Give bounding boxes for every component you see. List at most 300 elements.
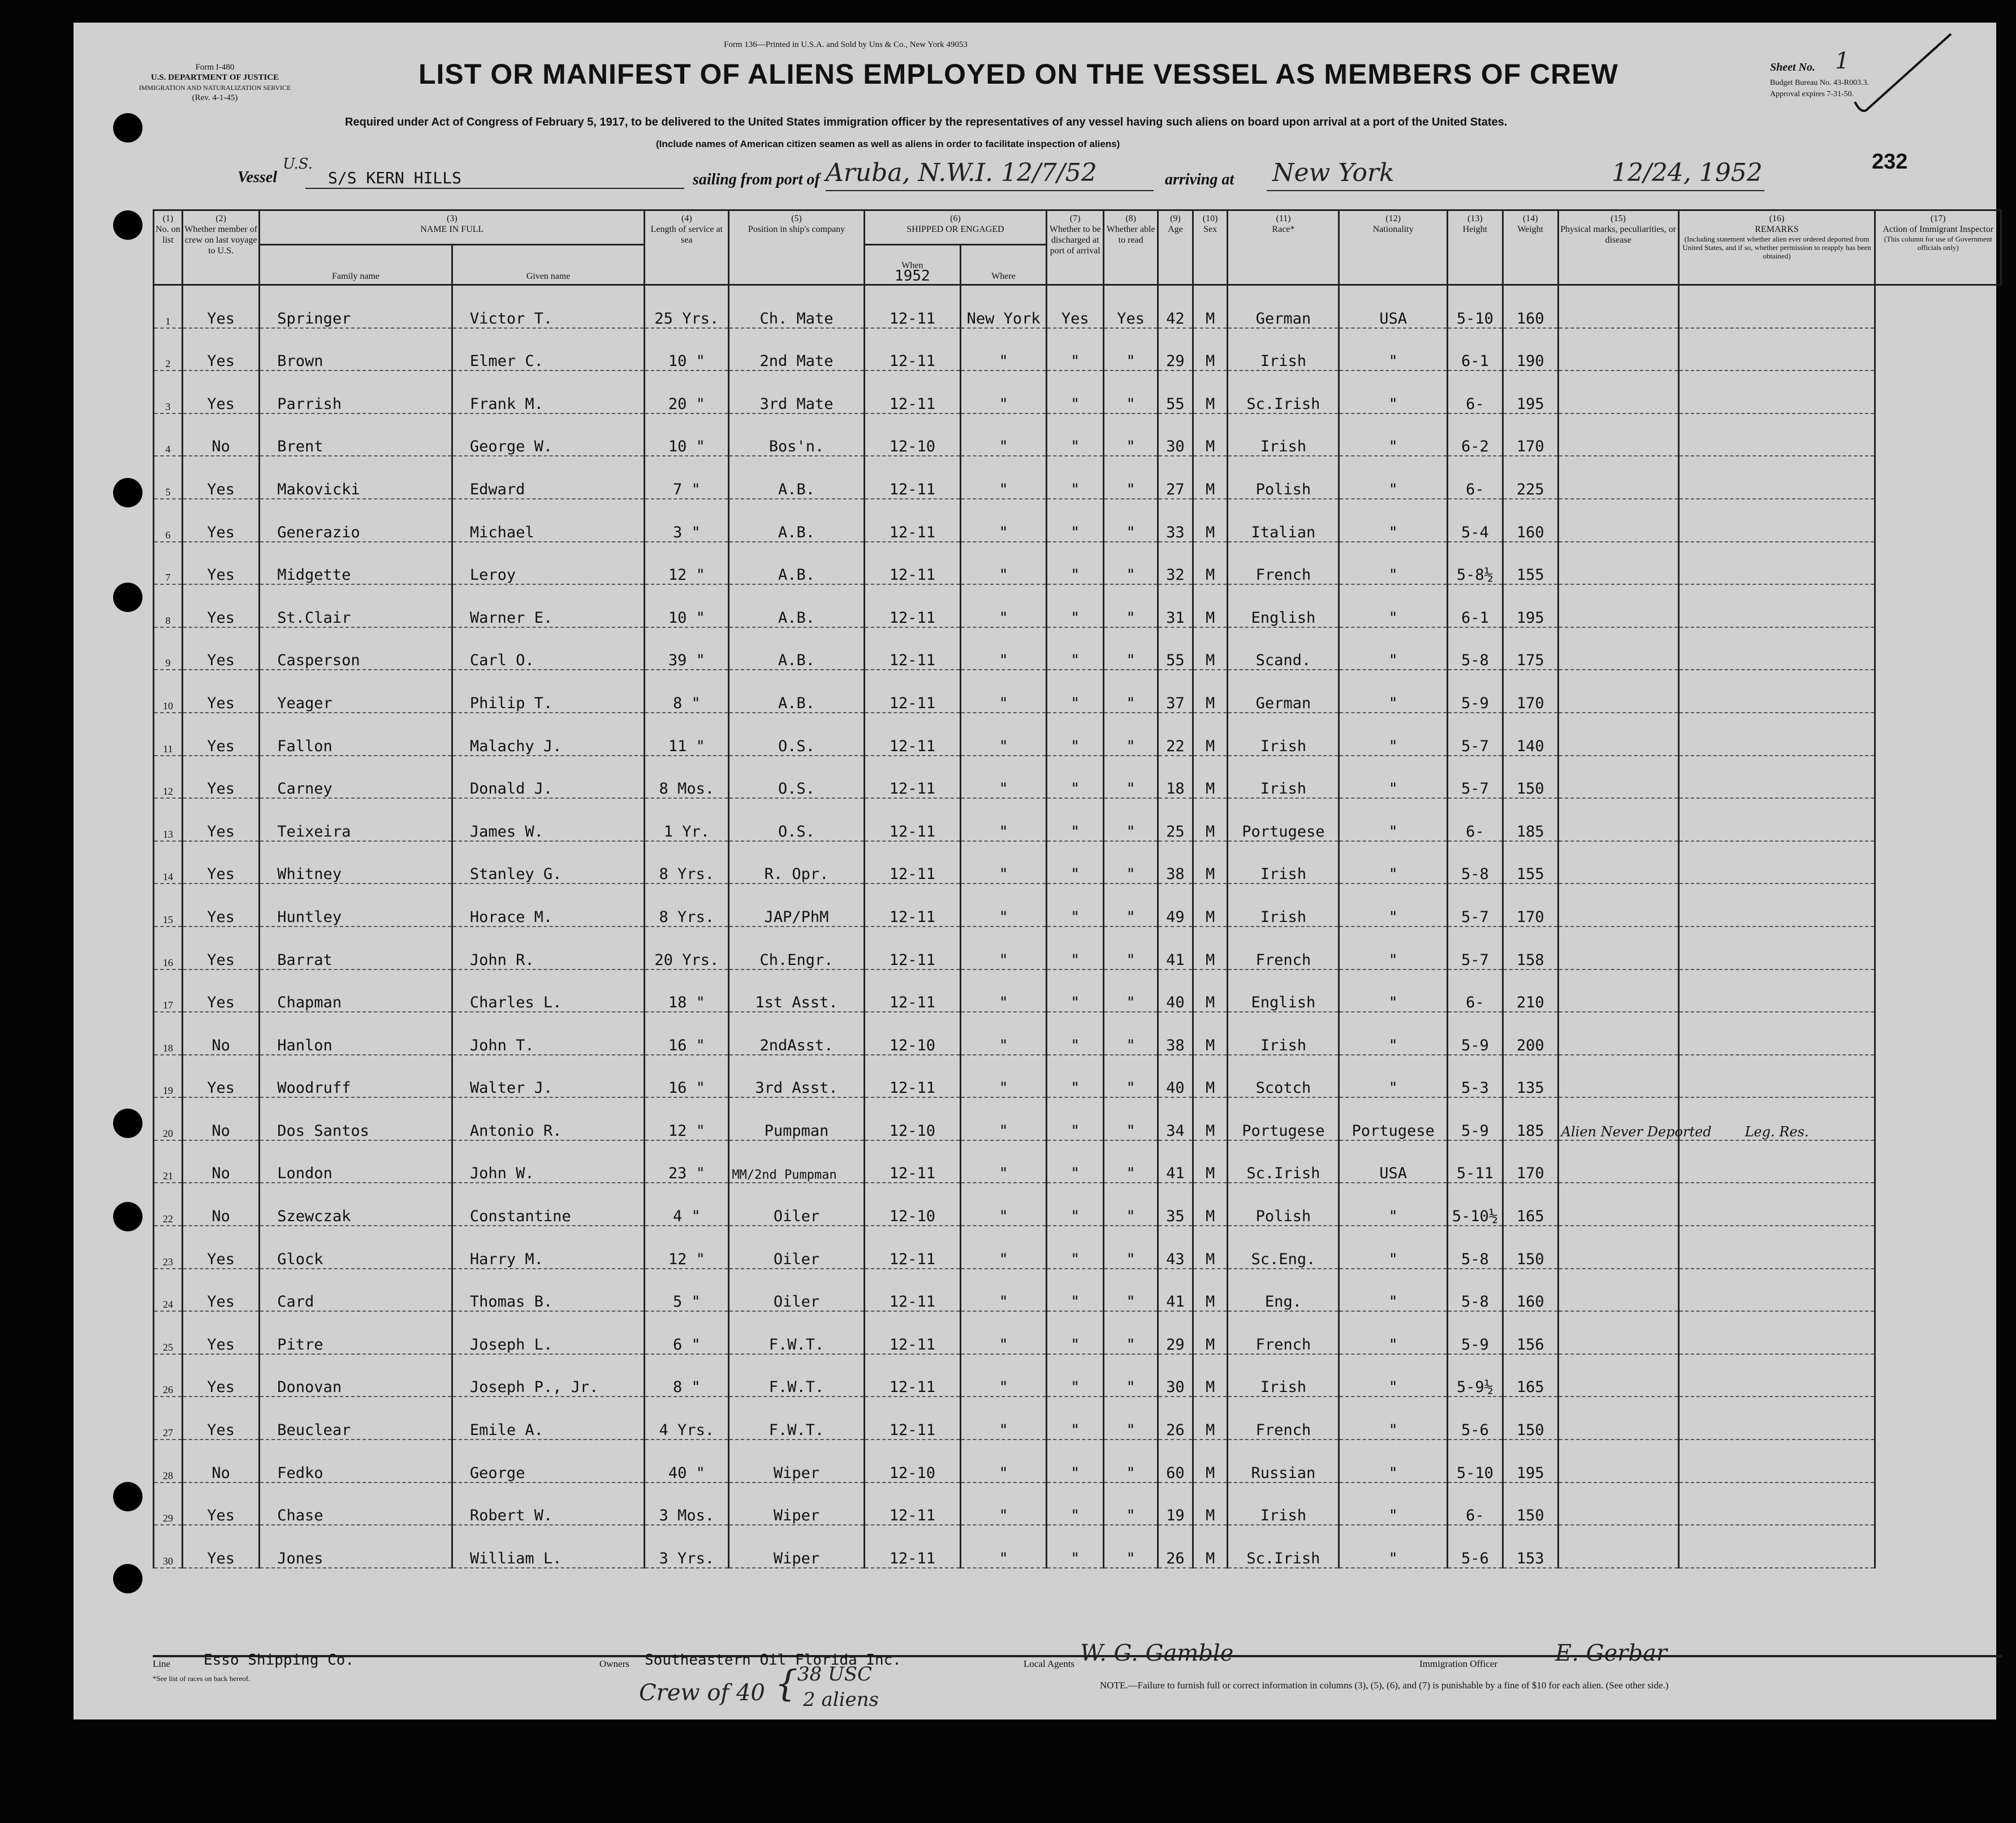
cell-when: 12-11 bbox=[864, 1140, 960, 1183]
cell-action bbox=[1678, 756, 1875, 799]
cell-action bbox=[1678, 798, 1875, 841]
cell-nationality: " bbox=[1339, 456, 1448, 499]
cell-given: George W. bbox=[452, 413, 645, 456]
cell-discharged: " bbox=[1047, 627, 1104, 670]
cell-given: Emile A. bbox=[452, 1397, 645, 1440]
line-label: Line bbox=[153, 1658, 171, 1669]
cell-read: " bbox=[1104, 798, 1158, 841]
cell-when: 12-10 bbox=[864, 1012, 960, 1055]
cell-action bbox=[1678, 1140, 1875, 1183]
cell-height: 6- bbox=[1447, 1482, 1503, 1525]
cell-where: " bbox=[961, 1097, 1047, 1140]
cell-last: No bbox=[183, 413, 260, 456]
cell-height: 6- bbox=[1447, 456, 1503, 499]
cell-nationality: Portugese bbox=[1339, 1097, 1448, 1140]
cell-action bbox=[1678, 328, 1875, 371]
cell-discharged: " bbox=[1047, 499, 1104, 542]
cell-discharged: " bbox=[1047, 1440, 1104, 1482]
cell-race: Italian bbox=[1228, 499, 1339, 542]
cell-discharged: " bbox=[1047, 1226, 1104, 1269]
cell-last: No bbox=[183, 1140, 260, 1183]
cell-discharged: " bbox=[1047, 1097, 1104, 1140]
cell-weight: 170 bbox=[1503, 1140, 1558, 1183]
cell-race: Irish bbox=[1228, 713, 1339, 756]
table-row bbox=[154, 884, 2001, 926]
cell-nationality: " bbox=[1339, 926, 1448, 969]
cell-service: 10 " bbox=[645, 413, 729, 456]
cell-last: Yes bbox=[183, 542, 260, 585]
cell-weight: 185 bbox=[1503, 1097, 1558, 1140]
form-block bbox=[130, 62, 300, 103]
table-row bbox=[154, 1012, 2001, 1055]
table-row bbox=[154, 670, 2001, 713]
cell-nationality: " bbox=[1339, 841, 1448, 884]
cell-nationality: " bbox=[1339, 370, 1448, 413]
cell-height: 5-6 bbox=[1447, 1397, 1503, 1440]
cell-sex: M bbox=[1193, 1482, 1228, 1525]
cell-remarks bbox=[1558, 328, 1678, 371]
table-row bbox=[154, 1140, 2001, 1183]
cell-when: 12-11 bbox=[864, 884, 960, 926]
table-row bbox=[154, 1226, 2001, 1269]
cell-position: 2ndAsst. bbox=[729, 1012, 864, 1055]
cell-age: 41 bbox=[1158, 926, 1193, 969]
cell-race: French bbox=[1228, 542, 1339, 585]
cell-where: " bbox=[961, 542, 1047, 585]
cell-last: Yes bbox=[183, 370, 260, 413]
cell-age: 32 bbox=[1158, 542, 1193, 585]
col-height-header: (13) Height bbox=[1447, 210, 1503, 285]
cell-nationality: " bbox=[1339, 1482, 1448, 1525]
cell-last: Yes bbox=[183, 884, 260, 926]
cell-height: 5-9 bbox=[1447, 670, 1503, 713]
cell-discharged: " bbox=[1047, 542, 1104, 585]
agents-label: Local Agents bbox=[1024, 1658, 1075, 1669]
cell-service: 12 " bbox=[645, 1097, 729, 1140]
cell-where: " bbox=[961, 370, 1047, 413]
cell-remarks bbox=[1558, 370, 1678, 413]
cell-discharged: " bbox=[1047, 328, 1104, 371]
sailing-port: Aruba, N.W.I. 12/7/52 bbox=[826, 158, 1097, 187]
cell-family: Casperson bbox=[260, 627, 452, 670]
cell-read: " bbox=[1104, 1226, 1158, 1269]
cell-age: 40 bbox=[1158, 969, 1193, 1012]
cell-discharged: " bbox=[1047, 1525, 1104, 1568]
cell-weight: 150 bbox=[1503, 756, 1558, 799]
crew-aliens: 2 aliens bbox=[803, 1688, 879, 1711]
cell-discharged: " bbox=[1047, 884, 1104, 926]
cell-action bbox=[1678, 370, 1875, 413]
cell-race: Irish bbox=[1228, 841, 1339, 884]
cell-sex: M bbox=[1193, 1140, 1228, 1183]
cell-race: Irish bbox=[1228, 756, 1339, 799]
cell-remarks bbox=[1558, 584, 1678, 627]
cell-action bbox=[1678, 969, 1875, 1012]
cell-race: Scotch bbox=[1228, 1055, 1339, 1098]
cell-height: 5-8 bbox=[1447, 1269, 1503, 1312]
crew-total: Crew of 40 bbox=[639, 1680, 765, 1706]
cell-where: " bbox=[961, 499, 1047, 542]
cell-when: 12-11 bbox=[864, 798, 960, 841]
cell-position: A.B. bbox=[729, 584, 864, 627]
cell-weight: 155 bbox=[1503, 542, 1558, 585]
cell-age: 18 bbox=[1158, 756, 1193, 799]
cell-position: O.S. bbox=[729, 798, 864, 841]
cell-given: John W. bbox=[452, 1140, 645, 1183]
cell-last: Yes bbox=[183, 456, 260, 499]
cell-sex: M bbox=[1193, 542, 1228, 585]
cell-read: " bbox=[1104, 1440, 1158, 1482]
col-given-name-header: Given name bbox=[452, 245, 645, 285]
cell-service: 5 " bbox=[645, 1269, 729, 1312]
cell-read: " bbox=[1104, 713, 1158, 756]
cell-last: Yes bbox=[183, 584, 260, 627]
cell-action bbox=[1678, 1525, 1875, 1568]
cell-service: 8 " bbox=[645, 670, 729, 713]
cell-service: 18 " bbox=[645, 969, 729, 1012]
cell-remarks bbox=[1558, 670, 1678, 713]
cell-given: Antonio R. bbox=[452, 1097, 645, 1140]
cell-action bbox=[1678, 1311, 1875, 1354]
cell-given: Thomas B. bbox=[452, 1269, 645, 1312]
cell-service: 8 Mos. bbox=[645, 756, 729, 799]
cell-race: Eng. bbox=[1228, 1269, 1339, 1312]
cell-sex: M bbox=[1193, 584, 1228, 627]
arriving-underline bbox=[1267, 190, 1764, 191]
cell-family: Huntley bbox=[260, 884, 452, 926]
cell-family: London bbox=[260, 1140, 452, 1183]
cell-family: Fedko bbox=[260, 1440, 452, 1482]
cell-remarks bbox=[1558, 1183, 1678, 1226]
cell-given: John T. bbox=[452, 1012, 645, 1055]
binder-hole bbox=[113, 113, 143, 143]
cell-service: 7 " bbox=[645, 456, 729, 499]
cell-given: Victor T. bbox=[452, 285, 645, 328]
cell-position: 1st Asst. bbox=[729, 969, 864, 1012]
cell-position: F.W.T. bbox=[729, 1354, 864, 1397]
cell-remarks bbox=[1558, 1482, 1678, 1525]
cell-read: " bbox=[1104, 1183, 1158, 1226]
table-row bbox=[154, 1311, 2001, 1354]
cell-position: Oiler bbox=[729, 1183, 864, 1226]
cell-age: 38 bbox=[1158, 1012, 1193, 1055]
cell-nationality: " bbox=[1339, 413, 1448, 456]
cell-service: 3 " bbox=[645, 499, 729, 542]
binder-hole bbox=[113, 1202, 143, 1231]
cell-where: " bbox=[961, 798, 1047, 841]
row-number: 22 bbox=[154, 1183, 183, 1226]
cell-height: 6-2 bbox=[1447, 413, 1503, 456]
cell-position: Ch.Engr. bbox=[729, 926, 864, 969]
cell-discharged: " bbox=[1047, 1269, 1104, 1312]
cell-family: Chapman bbox=[260, 969, 452, 1012]
service-name: IMMIGRATION AND NATURALIZATION SERVICE bbox=[139, 84, 291, 92]
cell-sex: M bbox=[1193, 328, 1228, 371]
cell-age: 55 bbox=[1158, 370, 1193, 413]
cell-action bbox=[1678, 1440, 1875, 1482]
cell-action bbox=[1678, 1055, 1875, 1098]
footer-rule bbox=[153, 1655, 2002, 1657]
cell-family: Fallon bbox=[260, 713, 452, 756]
manifest-page bbox=[74, 23, 1996, 1719]
cell-height: 5-10 bbox=[1447, 1440, 1503, 1482]
cell-race: Irish bbox=[1228, 1012, 1339, 1055]
cell-discharged: " bbox=[1047, 1354, 1104, 1397]
cell-service: 20 Yrs. bbox=[645, 926, 729, 969]
cell-when: 12-10 bbox=[864, 1097, 960, 1140]
cell-last: No bbox=[183, 1097, 260, 1140]
cell-weight: 210 bbox=[1503, 969, 1558, 1012]
cell-family: Jones bbox=[260, 1525, 452, 1568]
col-nationality-header: (12) Nationality bbox=[1339, 210, 1448, 285]
cell-last: Yes bbox=[183, 841, 260, 884]
cell-remarks bbox=[1558, 969, 1678, 1012]
cell-position: O.S. bbox=[729, 756, 864, 799]
cell-where: " bbox=[961, 1397, 1047, 1440]
cell-nationality: " bbox=[1339, 713, 1448, 756]
cell-given: Leroy bbox=[452, 542, 645, 585]
cell-last: Yes bbox=[183, 1226, 260, 1269]
table-row bbox=[154, 1055, 2001, 1098]
cell-where: " bbox=[961, 713, 1047, 756]
cell-position: O.S. bbox=[729, 713, 864, 756]
cell-where: " bbox=[961, 1311, 1047, 1354]
row-number: 28 bbox=[154, 1440, 183, 1482]
cell-nationality: " bbox=[1339, 1397, 1448, 1440]
row-number: 7 bbox=[154, 542, 183, 585]
cell-sex: M bbox=[1193, 1055, 1228, 1098]
cell-action bbox=[1678, 542, 1875, 585]
cell-family: Teixeira bbox=[260, 798, 452, 841]
cell-nationality: " bbox=[1339, 756, 1448, 799]
cell-height: 5-4 bbox=[1447, 499, 1503, 542]
cell-family: Generazio bbox=[260, 499, 452, 542]
cell-race: Portugese bbox=[1228, 1097, 1339, 1140]
row-number: 27 bbox=[154, 1397, 183, 1440]
cell-where: " bbox=[961, 1269, 1047, 1312]
cell-height: 6- bbox=[1447, 798, 1503, 841]
cell-sex: M bbox=[1193, 798, 1228, 841]
sheet-label: Sheet No. bbox=[1770, 61, 1815, 74]
cell-weight: 225 bbox=[1503, 456, 1558, 499]
cell-family: Yeager bbox=[260, 670, 452, 713]
cell-nationality: " bbox=[1339, 1012, 1448, 1055]
cell-age: 30 bbox=[1158, 413, 1193, 456]
cell-race: Irish bbox=[1228, 328, 1339, 371]
cell-position: Ch. Mate bbox=[729, 285, 864, 328]
cell-nationality: " bbox=[1339, 499, 1448, 542]
cell-age: 60 bbox=[1158, 1440, 1193, 1482]
cell-age: 31 bbox=[1158, 584, 1193, 627]
cell-sex: M bbox=[1193, 627, 1228, 670]
cell-when: 12-11 bbox=[864, 627, 960, 670]
cell-remarks: Alien Never Deported bbox=[1558, 1097, 1678, 1140]
cell-position: Wiper bbox=[729, 1525, 864, 1568]
cell-position: A.B. bbox=[729, 542, 864, 585]
owners-label: Owners bbox=[599, 1658, 629, 1669]
penalty-note: NOTE.—Failure to furnish full or correct information in columns (3), (5), (6), and (7) is punishable by a fine of $10 for each alien. (See other side.) bbox=[1100, 1680, 1669, 1691]
cell-weight: 155 bbox=[1503, 841, 1558, 884]
cell-sex: M bbox=[1193, 1525, 1228, 1568]
cell-nationality: " bbox=[1339, 1440, 1448, 1482]
cell-last: Yes bbox=[183, 713, 260, 756]
cell-when: 12-11 bbox=[864, 926, 960, 969]
cell-given: Philip T. bbox=[452, 670, 645, 713]
cell-height: 6- bbox=[1447, 969, 1503, 1012]
cell-race: German bbox=[1228, 285, 1339, 328]
cell-last: No bbox=[183, 1183, 260, 1226]
cell-where: " bbox=[961, 841, 1047, 884]
cell-sex: M bbox=[1193, 1354, 1228, 1397]
cell-sex: M bbox=[1193, 1226, 1228, 1269]
cell-sex: M bbox=[1193, 1397, 1228, 1440]
cell-nationality: " bbox=[1339, 884, 1448, 926]
cell-last: Yes bbox=[183, 969, 260, 1012]
cell-action bbox=[1678, 413, 1875, 456]
cell-weight: 185 bbox=[1503, 798, 1558, 841]
cell-height: 5-11 bbox=[1447, 1140, 1503, 1183]
cell-where: " bbox=[961, 328, 1047, 371]
table-row bbox=[154, 542, 2001, 585]
binder-hole bbox=[113, 210, 143, 240]
cell-family: Midgette bbox=[260, 542, 452, 585]
cell-age: 40 bbox=[1158, 1055, 1193, 1098]
cell-remarks bbox=[1558, 1354, 1678, 1397]
cell-discharged: " bbox=[1047, 1311, 1104, 1354]
cell-age: 42 bbox=[1158, 285, 1193, 328]
cell-nationality: " bbox=[1339, 1269, 1448, 1312]
cell-service: 16 " bbox=[645, 1012, 729, 1055]
cell-discharged: " bbox=[1047, 926, 1104, 969]
cell-when: 12-11 bbox=[864, 1354, 960, 1397]
cell-remarks bbox=[1558, 1440, 1678, 1482]
cell-height: 5-8 bbox=[1447, 841, 1503, 884]
cell-weight: 140 bbox=[1503, 713, 1558, 756]
budget-number: Budget Bureau No. 43-R003.3. bbox=[1770, 79, 1869, 87]
cell-given: George bbox=[452, 1440, 645, 1482]
stamp-number: 232 bbox=[1872, 150, 1908, 174]
cell-sex: M bbox=[1193, 926, 1228, 969]
cell-when: 12-11 bbox=[864, 1055, 960, 1098]
cell-position: Oiler bbox=[729, 1269, 864, 1312]
cell-race: Sc.Irish bbox=[1228, 370, 1339, 413]
cell-service: 23 " bbox=[645, 1140, 729, 1183]
table-row bbox=[154, 456, 2001, 499]
row-number: 5 bbox=[154, 456, 183, 499]
cell-nationality: " bbox=[1339, 969, 1448, 1012]
races-note: *See list of races on back hereof. bbox=[153, 1674, 251, 1683]
table-row bbox=[154, 584, 2001, 627]
col-when-header: When 1952 bbox=[864, 245, 960, 285]
cell-discharged: " bbox=[1047, 370, 1104, 413]
cell-read: " bbox=[1104, 584, 1158, 627]
cell-read: " bbox=[1104, 969, 1158, 1012]
cell-nationality: USA bbox=[1339, 285, 1448, 328]
cell-age: 33 bbox=[1158, 499, 1193, 542]
cell-remarks bbox=[1558, 1397, 1678, 1440]
row-number: 2 bbox=[154, 328, 183, 371]
cell-position: MM/2nd Pumpman bbox=[729, 1140, 864, 1183]
cell-given: Malachy J. bbox=[452, 713, 645, 756]
cell-height: 6-1 bbox=[1447, 328, 1503, 371]
cell-nationality: " bbox=[1339, 1525, 1448, 1568]
cell-discharged: Yes bbox=[1047, 285, 1104, 328]
cell-last: No bbox=[183, 1440, 260, 1482]
row-number: 21 bbox=[154, 1140, 183, 1183]
col-weight-header: (14) Weight bbox=[1503, 210, 1558, 285]
cell-family: Carney bbox=[260, 756, 452, 799]
cell-age: 38 bbox=[1158, 841, 1193, 884]
cell-when: 12-11 bbox=[864, 1482, 960, 1525]
cell-last: Yes bbox=[183, 1482, 260, 1525]
cell-when: 12-11 bbox=[864, 456, 960, 499]
cell-race: Polish bbox=[1228, 1183, 1339, 1226]
cell-family: Whitney bbox=[260, 841, 452, 884]
cell-given: Robert W. bbox=[452, 1482, 645, 1525]
cell-race: Irish bbox=[1228, 1482, 1339, 1525]
cell-read: " bbox=[1104, 841, 1158, 884]
cell-when: 12-11 bbox=[864, 670, 960, 713]
cell-sex: M bbox=[1193, 884, 1228, 926]
printer-line: Form 136—Printed in U.S.A. and Sold by Uns & Co., New York 49053 bbox=[724, 40, 968, 49]
cell-when: 12-10 bbox=[864, 1183, 960, 1226]
cell-last: Yes bbox=[183, 1354, 260, 1397]
cell-discharged: " bbox=[1047, 670, 1104, 713]
cell-sex: M bbox=[1193, 756, 1228, 799]
cell-remarks bbox=[1558, 756, 1678, 799]
row-number: 25 bbox=[154, 1311, 183, 1354]
cell-nationality: " bbox=[1339, 670, 1448, 713]
cell-given: William L. bbox=[452, 1525, 645, 1568]
cell-weight: 195 bbox=[1503, 370, 1558, 413]
cell-weight: 165 bbox=[1503, 1354, 1558, 1397]
cell-age: 49 bbox=[1158, 884, 1193, 926]
col-family-name-header: Family name bbox=[260, 245, 452, 285]
cell-weight: 170 bbox=[1503, 413, 1558, 456]
col-discharged-header: (7) Whether to be discharged at port of arrival bbox=[1047, 210, 1104, 285]
cell-height: 5-7 bbox=[1447, 713, 1503, 756]
cell-discharged: " bbox=[1047, 841, 1104, 884]
cell-given: Constantine bbox=[452, 1183, 645, 1226]
cell-service: 8 " bbox=[645, 1354, 729, 1397]
cell-sex: M bbox=[1193, 969, 1228, 1012]
row-number: 29 bbox=[154, 1482, 183, 1525]
cell-race: Polish bbox=[1228, 456, 1339, 499]
cell-family: Donovan bbox=[260, 1354, 452, 1397]
cell-action bbox=[1678, 499, 1875, 542]
cell-where: " bbox=[961, 1226, 1047, 1269]
cell-discharged: " bbox=[1047, 756, 1104, 799]
officer-label: Immigration Officer bbox=[1419, 1658, 1498, 1669]
table-row bbox=[154, 1482, 2001, 1525]
cell-age: 35 bbox=[1158, 1183, 1193, 1226]
cell-last: Yes bbox=[183, 627, 260, 670]
cell-action bbox=[1678, 926, 1875, 969]
vessel-label: Vessel bbox=[238, 169, 277, 186]
cell-remarks bbox=[1558, 456, 1678, 499]
revision: (Rev. 4-1-45) bbox=[192, 93, 238, 102]
cell-discharged: " bbox=[1047, 1140, 1104, 1183]
table-row bbox=[154, 413, 2001, 456]
cell-nationality: " bbox=[1339, 627, 1448, 670]
cell-height: 5-6 bbox=[1447, 1525, 1503, 1568]
cell-position: JAP/PhM bbox=[729, 884, 864, 926]
cell-family: Woodruff bbox=[260, 1055, 452, 1098]
crew-table bbox=[153, 209, 2002, 1568]
cell-family: Brown bbox=[260, 328, 452, 371]
cell-when: 12-11 bbox=[864, 713, 960, 756]
cell-sex: M bbox=[1193, 456, 1228, 499]
